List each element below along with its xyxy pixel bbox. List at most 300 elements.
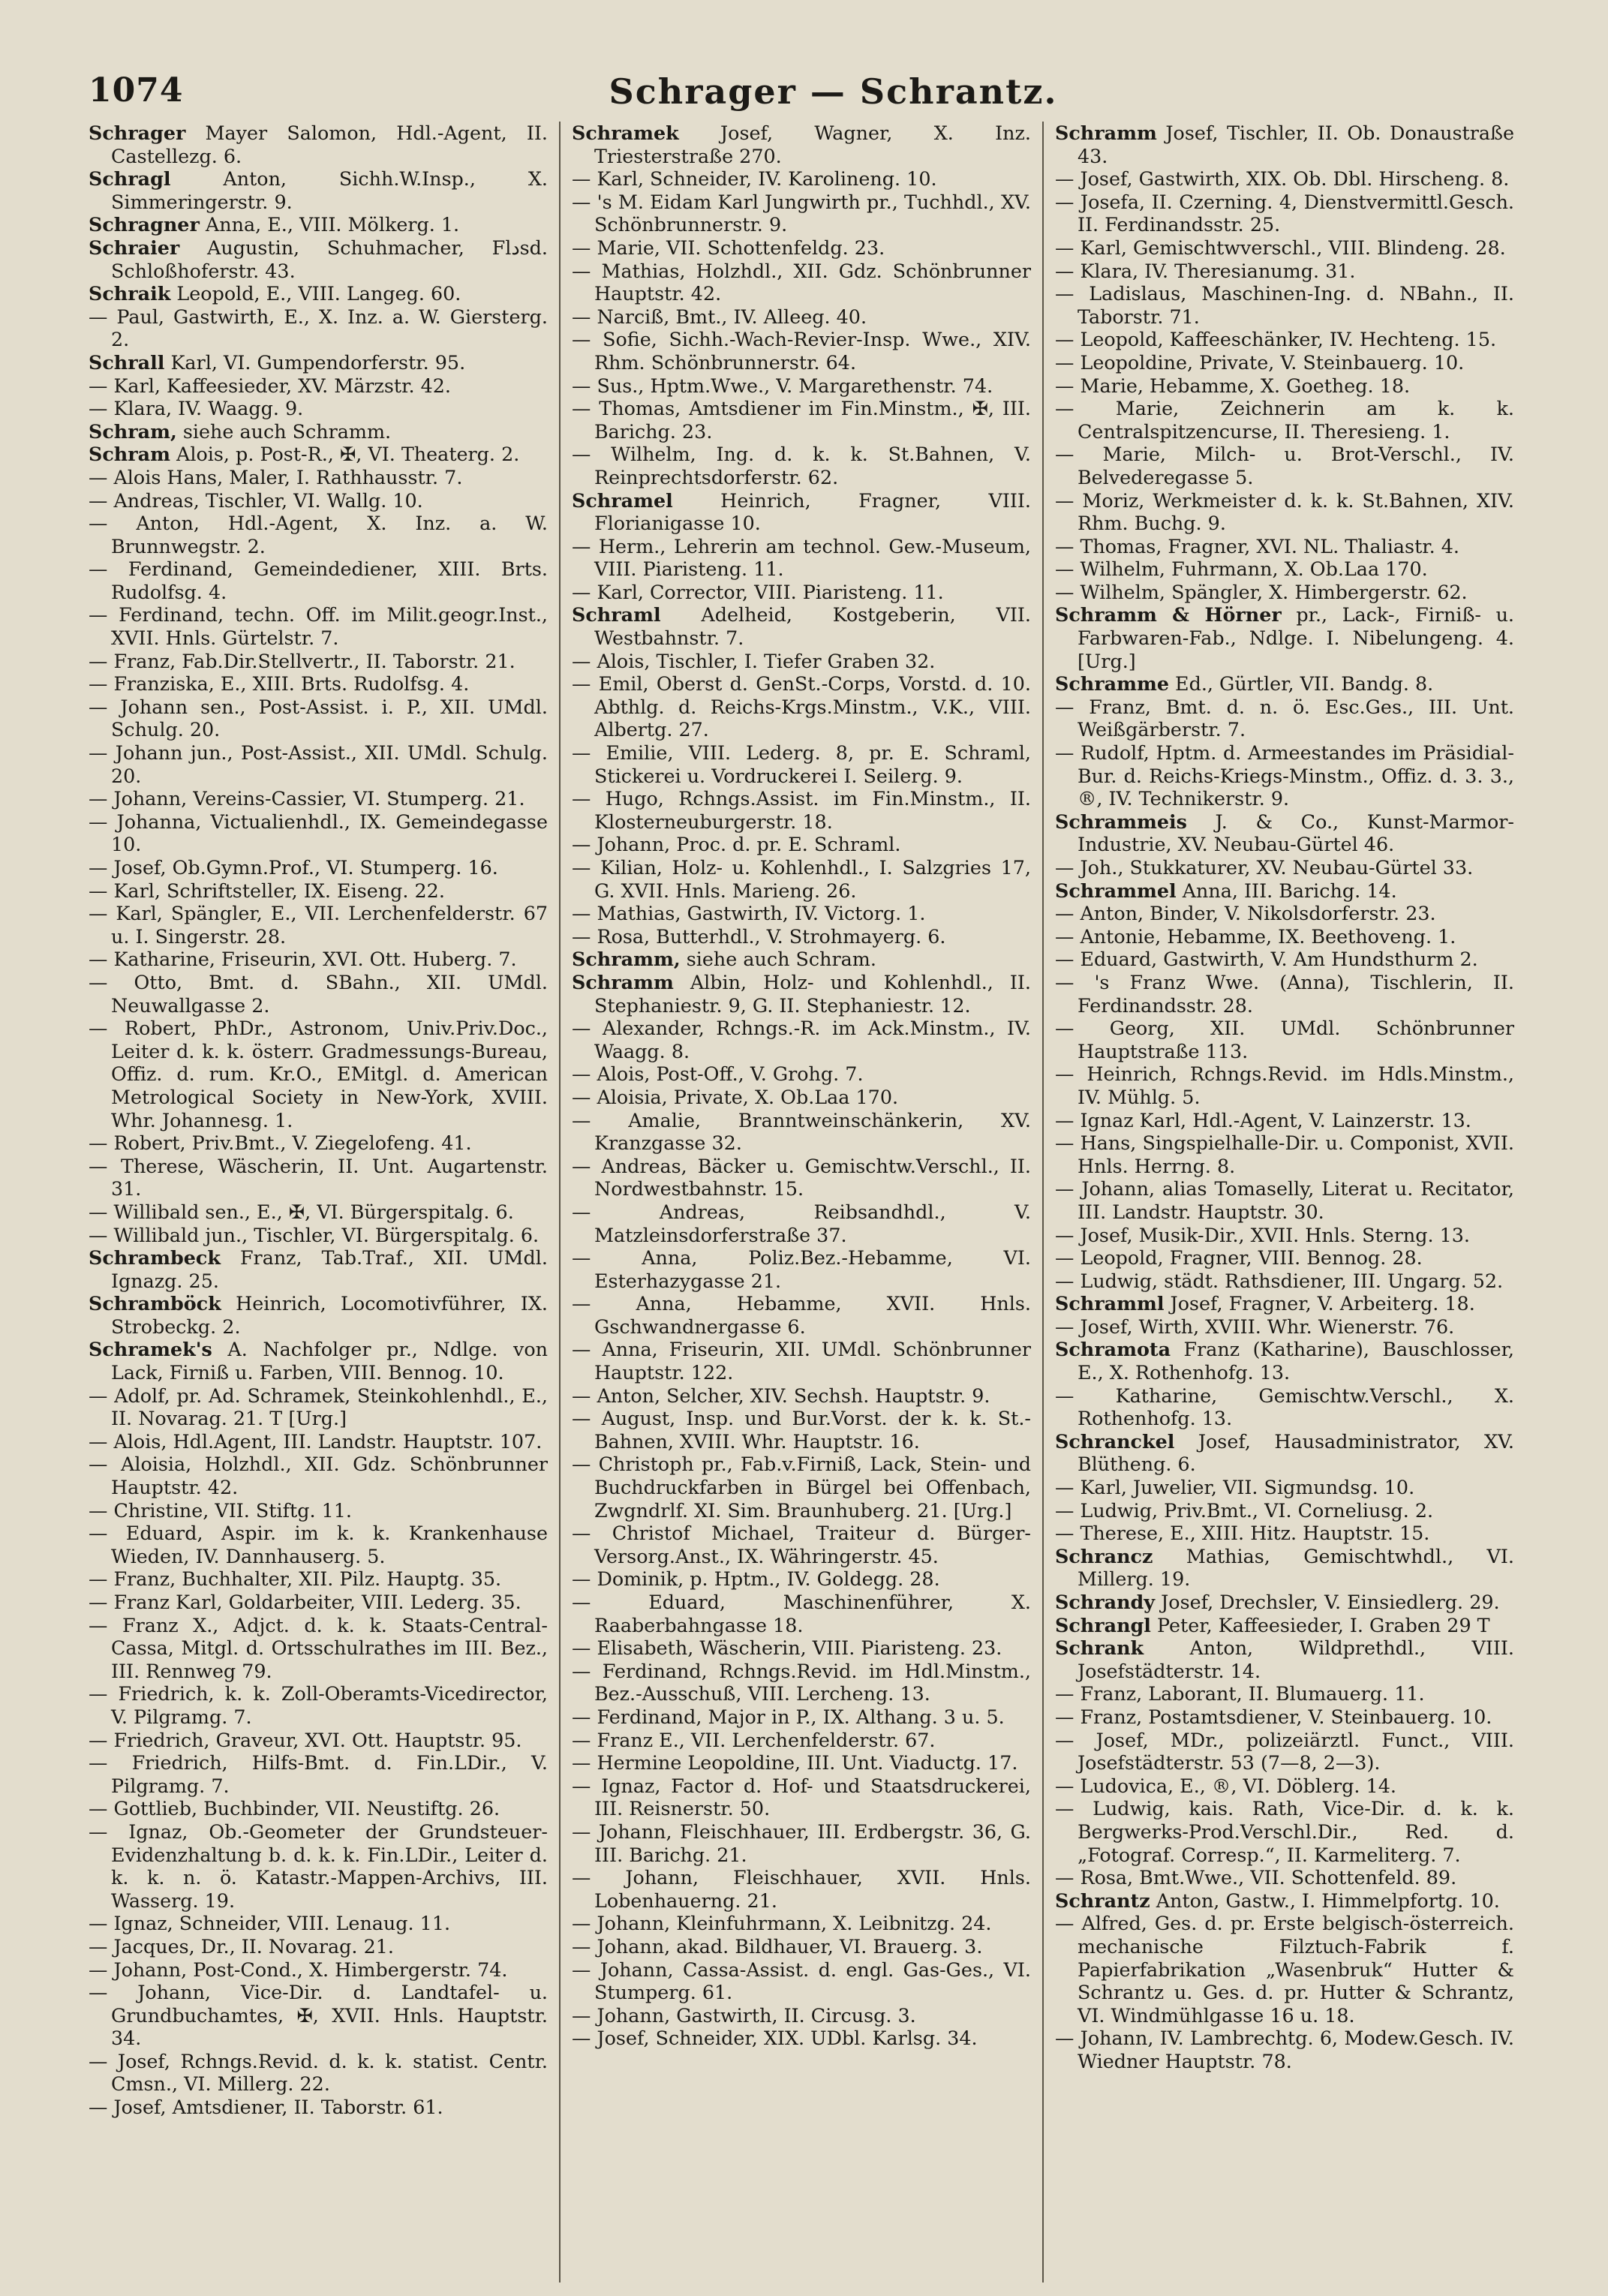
directory-entry — [1055, 1866, 1514, 1889]
entry-text: — Johann jun., Post-Assist., XII. UMdl. Schulg. 20. — [89, 741, 548, 787]
directory-entry — [89, 466, 548, 489]
directory-entry — [572, 2027, 1031, 2050]
directory-entry — [89, 122, 548, 167]
directory-entry — [89, 1131, 548, 1155]
entry-text: — Aloisia, Private, X. Ob.Laa 170. — [572, 1085, 899, 1108]
entry-text: — Eduard, Maschinenführer, X. Raaberbahngasse 18. — [572, 1591, 1031, 1636]
directory-entry — [89, 1820, 548, 1912]
directory-entry — [89, 787, 548, 810]
entry-text: — Dominik, p. Hptm., IV. Goldegg. 28. — [572, 1567, 940, 1591]
entry-text: Anna, III. Barichg. 14. — [1176, 879, 1397, 902]
entry-text: — Jacques, Dr., II. Novarag. 21. — [89, 1934, 394, 1958]
entry-text: Adelheid, Kostgeberin, VII. Westbahnstr. 7. — [594, 603, 1031, 650]
entry-text: — Josef, Musik-Dir., XVII. Hnls. Sterng. 13. — [1055, 1223, 1470, 1246]
entry-text: — Aloisia, Holzhdl., XII. Gdz. Schönbrunner Hauptstr. 42. — [89, 1453, 548, 1499]
entry-text: — Johann, akad. Bildhauer, VI. Brauerg. 3. — [572, 1934, 983, 1958]
directory-entry — [89, 879, 548, 903]
entry-text: — Rosa, Bmt.Wwe., VII. Schottenfeld. 89. — [1055, 1866, 1457, 1889]
directory-entry — [572, 902, 1031, 925]
directory-entry — [572, 1062, 1031, 1086]
directory-entry — [572, 1591, 1031, 1636]
entry-text: — Karl, Corrector, VIII. Piaristeng. 11. — [572, 580, 944, 603]
entry-text: — Johann, Cassa-Assist. d. engl. Gas-Ges., VI. Stumperg. 61. — [572, 1958, 1031, 2004]
entry-text: Anton, Sichh.W.Insp., X. Simmeringerstr. 9. — [111, 167, 548, 213]
directory-entry — [572, 1729, 1031, 1752]
running-head: Schrager — Schrantz. — [609, 71, 1058, 112]
directory-entry — [572, 535, 1031, 581]
directory-entry — [1055, 1246, 1514, 1270]
directory-entry — [89, 305, 548, 351]
entry-surname: Schrank — [1055, 1636, 1144, 1660]
entry-text: — Leopold, Fragner, VIII. Bennog. 28. — [1055, 1246, 1423, 1270]
directory-entry — [1055, 2027, 1514, 2072]
entry-surname: Schrammel — [1055, 879, 1177, 902]
column-3 — [1055, 122, 1514, 2072]
entry-text: — Josef, Rchngs.Revid. d. k. k. statist. Centr. Cmsn., VI. Millerg. 22. — [89, 2049, 548, 2096]
entry-text: — Johann, Fleischhauer, XVII. Hnls. Lobenhauerng. 21. — [572, 1866, 1031, 1912]
entry-text: — August, Insp. und Bur.Vorst. der k. k. St.-Bahnen, XVIII. Whr. Hauptstr. 16. — [572, 1407, 1031, 1453]
directory-entry — [572, 1338, 1031, 1384]
directory-entry — [1055, 1614, 1514, 1637]
entry-text: — Hans, Singspielhalle-Dir. u. Componist, XVII. Hnls. Herrng. 8. — [1055, 1131, 1514, 1177]
entry-text: — Willibald jun., Tischler, VI. Bürgerspitalg. 6. — [89, 1223, 540, 1246]
directory-entry — [572, 328, 1031, 374]
column-1 — [89, 122, 548, 2119]
entry-text: — Josef, Wirth, XVIII. Whr. Wienerstr. 76. — [1055, 1315, 1455, 1338]
entry-text: A. Nachfolger pr., Ndlge. von Lack, Firniß u. Farben, VIII. Bennog. 10. — [111, 1338, 548, 1384]
column-divider — [559, 122, 561, 2282]
entry-text: — Robert, Priv.Bmt., V. Ziegelofeng. 41. — [89, 1131, 472, 1155]
entry-text: — Ignaz, Ob.-Geometer der Grundsteuer-Evidenzhaltung b. d. k. k. Fin.LDir., Leiter d. k. k. n. ö. Katastr.-Mappen-Archivs, III. Wasserg. 19. — [89, 1820, 548, 1912]
entry-text: — Johann, Post-Cond., X. Himbergerstr. 74. — [89, 1958, 508, 1981]
directory-entry — [572, 1246, 1031, 1292]
entry-text: — Johann, IV. Lambrechtg. 6, Modew.Gesch. IV. Wiedner Hauptstr. 78. — [1055, 2027, 1514, 2072]
entry-text: Alois, p. Post-R., ✠, VI. Theaterg. 2. — [170, 443, 520, 466]
entry-text: — Ludwig, Priv.Bmt., VI. Corneliusg. 2. — [1055, 1498, 1434, 1522]
entry-text: — Johann sen., Post-Assist. i. P., XII. UMdl. Schulg. 20. — [89, 695, 548, 741]
directory-entry — [89, 282, 548, 305]
entry-surname: Schrager — [89, 122, 186, 144]
directory-entry — [1055, 1131, 1514, 1177]
directory-entry — [572, 1155, 1031, 1201]
directory-entry — [572, 1660, 1031, 1705]
directory-entry — [572, 1820, 1031, 1866]
entry-text: — Josef, Schneider, XIX. UDbl. Karlsg. 34. — [572, 2027, 978, 2050]
directory-entry — [572, 397, 1031, 443]
directory-entry — [1055, 167, 1514, 191]
entry-text: — Josefa, II. Czerning. 4, Dienstvermittl.Gesch. II. Ferdinandsstr. 25. — [1055, 190, 1514, 236]
entry-text: pr., Lack-, Firniß- u. Farbwaren-Fab., Ndlge. I. Nibelungeng. 4. [Urg.] — [1078, 603, 1514, 672]
entry-text: — Johann, Fleischhauer, III. Erdbergstr. 36, G. III. Barichg. 21. — [572, 1820, 1031, 1866]
entry-text: — Ignaz Karl, Hdl.-Agent, V. Lainzerstr. 13. — [1055, 1108, 1471, 1131]
directory-entry — [89, 971, 548, 1017]
directory-entry — [89, 1729, 548, 1752]
directory-entry — [1055, 1476, 1514, 1499]
directory-entry — [572, 948, 1031, 971]
entry-text: — Emil, Oberst d. GenSt.-Corps, Vorstd. d. 10. Abthlg. d. Reichs-Krgs.Minstm., V.K., VIII. Albertg. 27. — [572, 672, 1031, 741]
entry-surname: Schrandy — [1055, 1591, 1156, 1613]
directory-entry — [572, 489, 1031, 535]
directory-entry — [572, 1522, 1031, 1567]
entry-text: — Eduard, Aspir. im k. k. Krankenhause Wieden, IV. Dannhauserg. 5. — [89, 1522, 548, 1567]
entry-surname: Schramek's — [89, 1338, 212, 1361]
entry-text: Josef, Tischler, II. Ob. Donaustraße 43. — [1078, 122, 1514, 167]
entry-text: — Friedrich, k. k. Zoll-Oberamts-Vicedirector, V. Pilgramg. 7. — [89, 1682, 548, 1728]
directory-entry — [89, 1499, 548, 1522]
entry-text: — Johanna, Victualienhdl., IX. Gemeindegasse 10. — [89, 810, 548, 856]
directory-entry — [572, 1567, 1031, 1591]
entry-text: Karl, VI. Gumpendorferstr. 95. — [164, 350, 466, 374]
entry-text: — Ferdinand, Gemeindediener, XIII. Brts. Rudolfsg. 4. — [89, 557, 548, 603]
entry-text: — Robert, PhDr., Astronom, Univ.Priv.Doc., Leiter d. k. k. österr. Gradmessungs-Bureau, Offiz. d. rum. Kr.O., EMitgl. d. American Metrological Society in New-York, XVIII. Whr. Johannesg. 1. — [89, 1017, 548, 1131]
directory-entry — [572, 236, 1031, 260]
entry-surname: Schranckel — [1055, 1429, 1175, 1453]
entry-text: — Ignaz, Schneider, VIII. Lenaug. 11. — [89, 1912, 451, 1935]
entry-surname: Schraml — [572, 603, 661, 627]
column-2 — [572, 122, 1031, 2050]
entry-text: — Ferdinand, Rchngs.Revid. im Hdl.Minstm., Bez.-Ausschuß, VIII. Lercheng. 13. — [572, 1659, 1031, 1705]
directory-entry — [1055, 948, 1514, 971]
directory-entry — [572, 741, 1031, 787]
directory-entry — [572, 581, 1031, 604]
directory-entry — [572, 1109, 1031, 1155]
directory-entry — [89, 1958, 548, 1982]
entry-text: — Alois, Hdl.Agent, III. Landstr. Hauptstr. 107. — [89, 1429, 543, 1453]
directory-entry — [1055, 122, 1514, 167]
directory-entry — [89, 213, 548, 236]
directory-entry — [572, 672, 1031, 741]
entry-text: — Elisabeth, Wäscherin, VIII. Piaristeng. 23. — [572, 1636, 1002, 1660]
entry-text: — Wilhelm, Spängler, X. Himbergerstr. 62. — [1055, 580, 1468, 603]
directory-entry — [1055, 1315, 1514, 1339]
entry-text: — Karl, Gemischtwverschl., VIII. Blindeng. 28. — [1055, 236, 1506, 259]
directory-entry — [1055, 1705, 1514, 1729]
entry-text: — Johann, alias Tomaselly, Literat u. Recitator, III. Landstr. Hauptstr. 30. — [1055, 1177, 1514, 1223]
entry-text: — Sofie, Sichh.-Wach-Revier-Insp. Wwe., XIV. Rhm. Schönbrunnerstr. 64. — [572, 328, 1031, 374]
entry-text: — Anton, Binder, V. Nikolsdorferstr. 23. — [1055, 902, 1436, 925]
entry-text: — Wilhelm, Fuhrmann, X. Ob.Laa 170. — [1055, 557, 1428, 581]
entry-text: — Alois, Tischler, I. Tiefer Graben 32. — [572, 649, 936, 672]
entry-text: — Hermine Leopoldine, III. Unt. Viaductg. 17. — [572, 1751, 1018, 1775]
entry-text: — Andreas, Tischler, VI. Wallg. 10. — [89, 488, 423, 512]
directory-entry — [1055, 672, 1514, 696]
entry-text: — Karl, Spängler, E., VII. Lerchenfelderstr. 67 u. I. Singerstr. 28. — [89, 902, 548, 948]
entry-text: — Ferdinand, Major in P., IX. Althang. 3 u. 5. — [572, 1705, 1005, 1728]
entry-text: — Johann, Proc. d. pr. E. Schraml. — [572, 833, 901, 856]
directory-entry — [89, 1797, 548, 1820]
directory-entry — [572, 305, 1031, 329]
directory-entry — [89, 351, 548, 374]
entry-text: — Franz, Bmt. d. n. ö. Esc.Ges., III. Unt. Weißgärberstr. 7. — [1055, 695, 1514, 741]
directory-entry — [1055, 191, 1514, 236]
directory-entry — [572, 260, 1031, 305]
directory-entry — [89, 810, 548, 856]
directory-entry — [1055, 1384, 1514, 1430]
directory-entry — [89, 1453, 548, 1498]
directory-entry — [1055, 1729, 1514, 1775]
directory-entry — [572, 1384, 1031, 1408]
entry-text: — Hugo, Rchngs.Assist. im Fin.Minstm., II. Klosterneuburgerstr. 18. — [572, 787, 1031, 833]
entry-text: — Franz E., VII. Lerchenfelderstr. 67. — [572, 1728, 936, 1751]
directory-entry — [89, 672, 548, 696]
entry-text: — Katharine, Gemischtw.Verschl., X. Rothenhofg. 13. — [1055, 1384, 1514, 1430]
directory-entry — [572, 1201, 1031, 1246]
directory-entry — [1055, 1017, 1514, 1062]
entry-text: Augustin, Schuhmacher, Flدsd. Schloßhoferstr. 43. — [111, 236, 548, 282]
entry-text: — Adolf, pr. Ad. Schramek, Steinkohlenhdl., E., II. Novarag. 21. T [Urg.] — [89, 1384, 548, 1430]
entry-surname: Schrall — [89, 350, 165, 374]
directory-entry — [1055, 1912, 1514, 2027]
entry-text: — Therese, E., XIII. Hitz. Hauptstr. 15. — [1055, 1522, 1430, 1545]
entry-text: — Franz X., Adjct. d. k. k. Staats-Central-Cassa, Mitgl. d. Ortsschulrathes im III. Bez., III. Rennweg 79. — [89, 1613, 548, 1682]
entry-surname: Schraier — [89, 236, 180, 259]
entry-text: — Josef, Ob.Gymn.Prof., VI. Stumperg. 16. — [89, 856, 498, 879]
directory-entry — [572, 833, 1031, 856]
entry-surname: Schram — [89, 443, 170, 466]
entry-text: — Johann, Gastwirth, II. Circusg. 3. — [572, 2003, 916, 2027]
directory-entry — [572, 191, 1031, 236]
entry-text: Anton, Gastw., I. Himmelpfortg. 10. — [1150, 1889, 1500, 1912]
entry-text: — Alois Hans, Maler, I. Rathhausstr. 7. — [89, 465, 463, 488]
entry-text: — Johann, Vereins-Cassier, VI. Stumperg. 21. — [89, 787, 525, 810]
directory-entry — [89, 1751, 548, 1797]
page-header — [89, 71, 1578, 124]
directory-entry — [89, 397, 548, 420]
entry-surname: Schramek — [572, 122, 679, 144]
entry-surname: Schrancz — [1055, 1544, 1153, 1567]
directory-entry — [1055, 581, 1514, 604]
directory-entry — [1055, 1775, 1514, 1798]
directory-entry — [89, 1682, 548, 1728]
entry-text: — Ladislaus, Maschinen-Ing. d. NBahn., II. Taborstr. 71. — [1055, 282, 1514, 328]
entry-text: — Franz, Buchhalter, XII. Pilz. Hauptg. 35. — [89, 1567, 502, 1591]
entry-text: — Heinrich, Rchngs.Revid. im Hdls.Minstm., IV. Mühlg. 5. — [1055, 1062, 1514, 1108]
entry-text: Franz (Katharine), Bauschlosser, E., X. Rothenhofg. 13. — [1078, 1338, 1514, 1384]
page-number: 1074 — [89, 71, 184, 110]
entry-text: — Franz Karl, Goldarbeiter, VIII. Lederg. 35. — [89, 1591, 521, 1613]
directory-entry — [89, 489, 548, 512]
directory-entry — [1055, 902, 1514, 925]
directory-entry — [1055, 351, 1514, 374]
entry-text: — Marie, Hebamme, X. Goetheg. 18. — [1055, 374, 1411, 397]
directory-entry — [89, 902, 548, 948]
directory-entry — [89, 603, 548, 649]
entry-text: — Marie, VII. Schottenfeldg. 23. — [572, 236, 885, 259]
entry-text: — Anton, Selcher, XIV. Sechsh. Hauptstr. 9. — [572, 1384, 990, 1407]
entry-text: — Marie, Zeichnerin am k. k. Centralspitzencurse, II. Theresieng. 1. — [1055, 397, 1514, 443]
entry-text: — Antonie, Hebamme, IX. Beethoveng. 1. — [1055, 924, 1456, 948]
directory-entry — [572, 443, 1031, 488]
entry-text: Leopold, E., VIII. Langeg. 60. — [170, 282, 461, 305]
entry-text: — Ludwig, städt. Rathsdiener, III. Ungarg. 52. — [1055, 1269, 1504, 1292]
entry-text: — Christine, VII. Stiftg. 11. — [89, 1498, 353, 1522]
directory-entry — [89, 650, 548, 673]
entry-text: — Paul, Gastwirth, E., X. Inz. a. W. Giersterg. 2. — [89, 305, 548, 351]
directory-entry — [89, 420, 548, 443]
entry-text: — Leopoldine, Private, V. Steinbauerg. 10. — [1055, 350, 1465, 374]
directory-entry — [572, 1912, 1031, 1935]
directory-entry — [89, 167, 548, 213]
directory-entry — [89, 1614, 548, 1683]
directory-entry — [89, 1912, 548, 1935]
entry-text: — Christoph pr., Fab.v.Firniß, Lack, Stein- und Buchdruckfarben in Bürgel bei Offenbach, Zwgndrlf. XI. Sim. Braunhuberg. 21. [Urg.] — [572, 1453, 1031, 1522]
directory-entry — [572, 787, 1031, 833]
directory-entry — [89, 1292, 548, 1338]
directory-entry — [1055, 1270, 1514, 1293]
directory-entry — [572, 1086, 1031, 1109]
entry-text: — Rosa, Butterhdl., V. Strohmayerg. 6. — [572, 924, 946, 948]
directory-entry — [89, 1430, 548, 1453]
entry-text: — Anna, Poliz.Bez.-Hebamme, VI. Esterhazygasse 21. — [572, 1246, 1031, 1292]
entry-text: — Klara, IV. Waagg. 9. — [89, 397, 304, 420]
entry-text: — Alexander, Rchngs.-R. im Ack.Minstm., IV. Waagg. 8. — [572, 1017, 1031, 1062]
directory-entry — [1055, 397, 1514, 443]
directory-entry — [89, 1246, 548, 1292]
entry-text: — Leopold, Kaffeeschänker, IV. Hechteng. 15. — [1055, 328, 1497, 351]
entry-text: — Anna, Friseurin, XII. UMdl. Schönbrunner Hauptstr. 122. — [572, 1338, 1031, 1384]
entry-surname: Schramböck — [89, 1292, 221, 1315]
directory-entry — [1055, 603, 1514, 672]
entry-text: — Alois, Post-Off., V. Grohg. 7. — [572, 1062, 864, 1086]
directory-entry — [1055, 1430, 1514, 1476]
entry-text: — Willibald sen., E., ✠, VI. Bürgerspitalg. 6. — [89, 1200, 514, 1223]
entry-text: — Andreas, Reibsandhdl., V. Matzleinsdorferstraße 37. — [572, 1200, 1031, 1246]
entry-text: — Thomas, Amtsdiener im Fin.Minstm., ✠, III. Barichg. 23. — [572, 397, 1031, 443]
directory-entry — [1055, 535, 1514, 558]
directory-entry — [572, 1958, 1031, 2004]
entry-surname: Schraik — [89, 282, 171, 305]
directory-entry — [1055, 879, 1514, 903]
directory-entry — [1055, 236, 1514, 260]
entry-text: Heinrich, Locomotivführer, IX. Strobeckg. 2. — [111, 1292, 548, 1338]
entry-text: — Franz, Fab.Dir.Stellvertr., II. Taborstr. 21. — [89, 649, 515, 672]
directory-entry — [1055, 1177, 1514, 1223]
entry-text: — Friedrich, Hilfs-Bmt. d. Fin.LDir., V. Pilgramg. 7. — [89, 1751, 548, 1797]
entry-text: J. & Co., Kunst-Marmor-Industrie, XV. Neubau-Gürtel 46. — [1078, 810, 1514, 856]
directory-entry — [1055, 328, 1514, 351]
directory-entry — [572, 1453, 1031, 1522]
entry-text: — Franz, Postamtsdiener, V. Steinbauerg. 10. — [1055, 1705, 1492, 1728]
entry-surname: Schramm, — [572, 948, 681, 971]
directory-entry — [1055, 1522, 1514, 1545]
directory-entry — [89, 856, 548, 879]
entry-surname: Schramme — [1055, 672, 1169, 696]
directory-entry — [1055, 374, 1514, 398]
entry-surname: Schram, — [89, 419, 177, 443]
directory-entry — [89, 557, 548, 603]
directory-entry — [572, 167, 1031, 191]
entry-text: — Ferdinand, techn. Off. im Milit.geogr.Inst., XVII. Hnls. Gürtelstr. 7. — [89, 603, 548, 650]
entry-text: Ed., Gürtler, VII. Bandg. 8. — [1168, 672, 1434, 696]
directory-entry — [89, 1567, 548, 1591]
entry-text: — Ludovica, E., ®, VI. Döblerg. 14. — [1055, 1774, 1396, 1797]
entry-surname: Schramota — [1055, 1338, 1171, 1361]
entry-text: — 's Franz Wwe. (Anna), Tischlerin, II. Ferdinandsstr. 28. — [1055, 970, 1514, 1017]
entry-text: — Karl, Kaffeesieder, XV. Märzstr. 42. — [89, 374, 451, 397]
entry-surname: Schramm — [572, 970, 674, 993]
entry-text: — Joh., Stukkaturer, XV. Neubau-Gürtel 33. — [1055, 856, 1474, 879]
directory-entry — [572, 122, 1031, 167]
entry-text: — Otto, Bmt. d. SBahn., XII. UMdl. Neuwallgasse 2. — [89, 970, 548, 1017]
directory-entry — [89, 2096, 548, 2119]
entry-surname: Schrambeck — [89, 1246, 221, 1270]
entry-text: — Karl, Schriftsteller, IX. Eiseng. 22. — [89, 879, 445, 902]
entry-text: — Anna, Hebamme, XVII. Hnls. Gschwandnergasse 6. — [572, 1292, 1031, 1338]
entry-text: — Mathias, Gastwirth, IV. Victorg. 1. — [572, 902, 926, 925]
directory-entry — [89, 1384, 548, 1430]
directory-entry — [1055, 260, 1514, 283]
entry-surname: Schramel — [572, 488, 673, 512]
entry-surname: Schrammeis — [1055, 810, 1187, 833]
directory-entry — [89, 1017, 548, 1131]
entry-text: — Josef, Amtsdiener, II. Taborstr. 61. — [89, 2096, 443, 2119]
entry-text: — 's M. Eidam Karl Jungwirth pr., Tuchhdl., XV. Schönbrunnerstr. 9. — [572, 190, 1031, 236]
directory-entry — [1055, 1682, 1514, 1705]
directory-entry — [1055, 1591, 1514, 1614]
entry-text: — Ludwig, kais. Rath, Vice-Dir. d. k. k. Bergwerks-Prod.Verschl.Dir., Red. d. „Fotograf. Corresp.“, II. Karmeliterg. 7. — [1055, 1797, 1514, 1866]
directory-entry — [572, 1292, 1031, 1338]
entry-text: — Emilie, VIII. Lederg. 8, pr. E. Schraml, Stickerei u. Vordruckerei I. Seilerg. 9. — [572, 741, 1031, 787]
entry-text: Albin, Holz- und Kohlenhdl., II. Stephaniestr. 9, G. II. Stephaniestr. 12. — [594, 970, 1031, 1017]
directory-entry — [89, 512, 548, 557]
column-divider — [1042, 122, 1044, 2282]
directory-entry — [89, 1981, 548, 2050]
directory-entry — [89, 1155, 548, 1201]
entry-text: — Georg, XII. UMdl. Schönbrunner Hauptstraße 113. — [1055, 1017, 1514, 1062]
directory-entry — [89, 696, 548, 741]
entry-surname: Schrantz — [1055, 1889, 1150, 1912]
entry-text: — Franz, Laborant, II. Blumauerg. 11. — [1055, 1682, 1425, 1705]
entry-text: — Josef, Gastwirth, XIX. Ob. Dbl. Hirscheng. 8. — [1055, 167, 1510, 191]
directory-entry — [1055, 856, 1514, 879]
entry-surname: Schragl — [89, 167, 171, 191]
directory-entry — [572, 1751, 1031, 1775]
entry-text: — Mathias, Holzhdl., XII. Gdz. Schönbrunner Hauptstr. 42. — [572, 259, 1031, 305]
entry-text: — Therese, Wäscherin, II. Unt. Augartenstr. 31. — [89, 1154, 548, 1201]
entry-text: — Kilian, Holz- u. Kohlenhdl., I. Salzgries 17, G. XVII. Hnls. Marieng. 26. — [572, 856, 1031, 902]
directory-entry — [89, 1522, 548, 1567]
entry-text: — Karl, Schneider, IV. Karolineng. 10. — [572, 167, 937, 191]
entry-text: — Christof Michael, Traiteur d. Bürger-Versorg.Anst., IX. Währingerstr. 45. — [572, 1522, 1031, 1567]
directory-entry — [572, 2004, 1031, 2027]
directory-entry — [89, 1338, 548, 1384]
entry-text: — Anton, Hdl.-Agent, X. Inz. a. W. Brunnwegstr. 2. — [89, 512, 548, 557]
directory-entry — [1055, 557, 1514, 581]
directory-entry — [1055, 810, 1514, 856]
entry-text: — Katharine, Friseurin, XVI. Ott. Huberg. 7. — [89, 948, 517, 971]
directory-entry — [572, 1775, 1031, 1820]
entry-text: Josef, Fragner, V. Arbeiterg. 18. — [1164, 1292, 1475, 1315]
entry-text: — Eduard, Gastwirth, V. Am Hundsthurm 2. — [1055, 948, 1478, 971]
entry-text: — Thomas, Fragner, XVI. NL. Thaliastr. 4. — [1055, 534, 1459, 557]
entry-text: Mayer Salomon, Hdl.-Agent, II. Castellezg. 6. — [111, 122, 548, 167]
directory-entry — [572, 1017, 1031, 1062]
directory-entry — [89, 2050, 548, 2096]
directory-entry — [572, 1866, 1031, 1912]
directory-entry — [89, 948, 548, 971]
entry-text: Peter, Kaffeesieder, I. Graben 29 T — [1150, 1613, 1490, 1636]
entry-text: Josef, Wagner, X. Inz. Triesterstraße 270. — [594, 122, 1031, 167]
directory-entry — [89, 1201, 548, 1224]
entry-text: — Friedrich, Graveur, XVI. Ott. Hauptstr. 95. — [89, 1728, 522, 1751]
entry-text: — Johann, Kleinfuhrmann, X. Leibnitzg. 24. — [572, 1912, 992, 1935]
entry-text: — Sus., Hptm.Wwe., V. Margarethenstr. 74. — [572, 374, 993, 397]
entry-surname: Schrangl — [1055, 1613, 1151, 1636]
entry-text: — Wilhelm, Ing. d. k. k. St.Bahnen, V. Reinprechtsdorferstr. 62. — [572, 443, 1031, 488]
entry-text: Anna, E., VIII. Mölkerg. 1. — [199, 213, 460, 236]
directory-entry — [1055, 971, 1514, 1017]
entry-surname: Schramml — [1055, 1292, 1165, 1315]
